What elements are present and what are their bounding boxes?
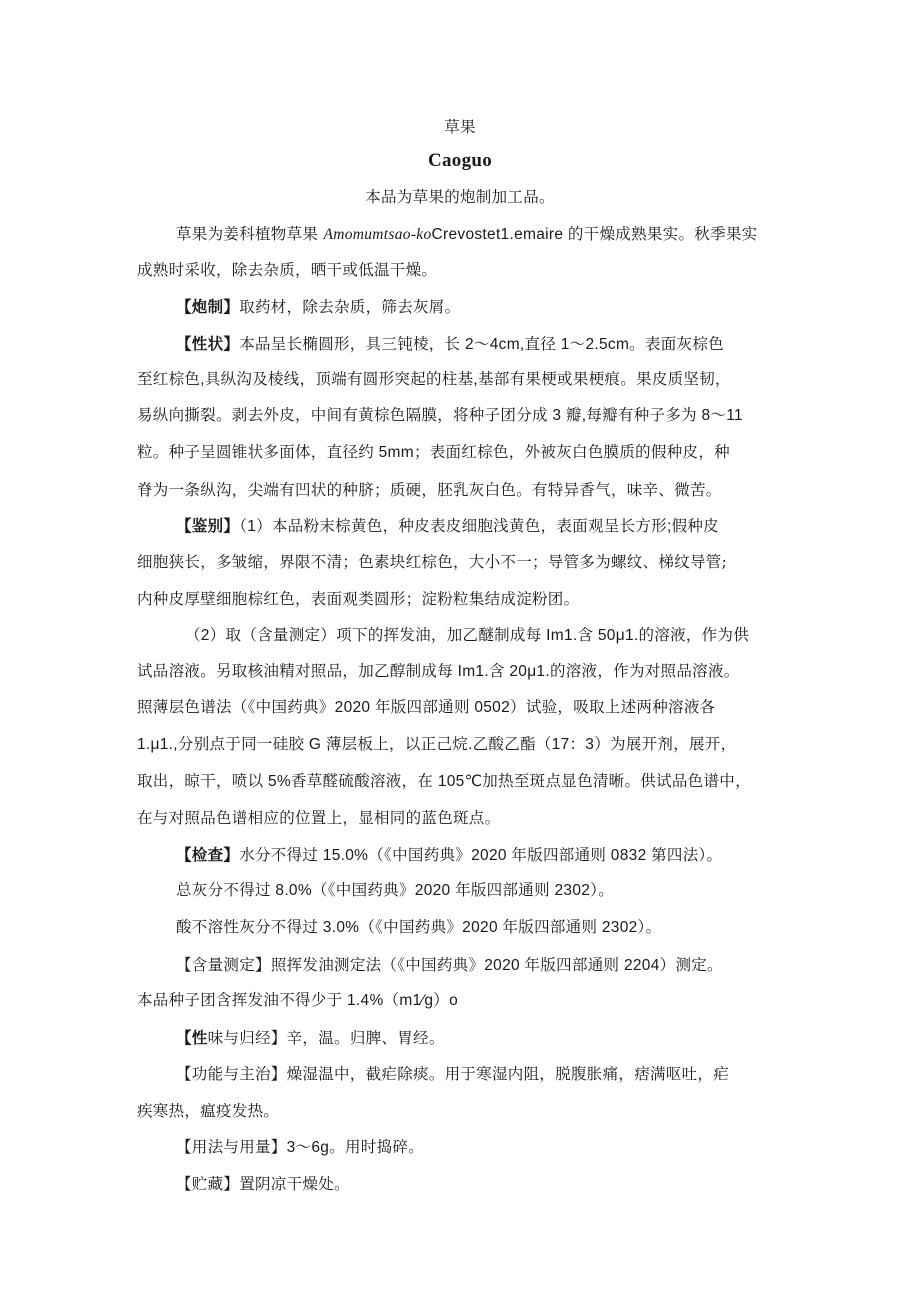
subtitle: 本品为草果的炮制加工品。 — [365, 188, 555, 206]
inspection-line-3: 酸不溶性灰分不得过 3.0%（《中国药典》2020 年版四部通则 2302）。 — [176, 919, 662, 936]
description-line-1: 【性状】本品呈长椭圆形，具三钝棱，长 2～4cm,直径 1～2.5cm。表面灰棕色 — [176, 336, 724, 353]
usage-section — [176, 1137, 424, 1158]
functions-heading: 【功能与主治】 — [176, 1065, 287, 1083]
identification-2-line-5: 取出，晾干，喷以 5%香草醛硫酸溶液，在 105℃加热至斑点显色清晰。供试品色谱中， — [137, 773, 751, 790]
origin-rest: Crevostet1.emaire 的干燥成熟果实。秋季果实 — [431, 226, 758, 243]
description-line-3: 易纵向撕裂。剥去外皮，中间有黄棕色隔膜，将种子团分成 3 瓣,每瓣有种子多为 8～11 — [137, 407, 743, 424]
inspection-line-1: 【检查】水分不得过 15.0%（《中国药典》2020 年版四部通则 0832 第四法）。 — [176, 847, 723, 864]
description-line-5: 脊为一条纵沟，尖端有凹状的种脐；质硬，胚乳灰白色。有特异香气，味辛、微苦。 — [137, 481, 722, 499]
identification-heading: 【鉴别】 — [176, 518, 240, 535]
usage-heading: 【用法与用量】 — [176, 1138, 287, 1156]
assay-line-2: 本品种子团含挥发油不得少于 1.4%（m1∕g）o — [137, 992, 458, 1009]
storage-text: 置阴凉干燥处。 — [239, 1175, 350, 1193]
nature-heading-bold: 【性 — [176, 1030, 208, 1047]
identification-line-2: 细胞狭长，多皱缩，界限不清；色素块红棕色，大小不一；导管多为螺纹、梯纹导管; — [137, 553, 728, 571]
identification-line-3: 内种皮厚壁细胞棕红色，表面观类圆形；淀粉粒集结成淀粉团。 — [137, 590, 580, 608]
storage-section — [176, 1174, 350, 1194]
functions-line-1: 【功能与主治】燥湿温中，截疟除痰。用于寒湿内阻，脱腹胀痛，痞满呕吐，疟 — [176, 1065, 730, 1083]
assay-heading: 【含量测定】 — [176, 956, 271, 974]
processing-heading: 【炮制】 — [176, 299, 240, 316]
identification-2-line-3: 照薄层色谱法（《中国药典》2020 年版四部通则 0502）试验，吸取上述两种溶液各 — [137, 699, 716, 716]
functions-line-2: 疾寒热，瘟疫发热。 — [137, 1102, 280, 1120]
origin-latin-name: Amomumtsao-ko — [323, 226, 432, 243]
usage-text: 3～6g。用时捣碎。 — [286, 1139, 424, 1156]
description-line-4: 粒。种子呈圆锥状多面体，直径约 5mm；表面红棕色，外被灰白色膜质的假种皮，种 — [137, 444, 730, 461]
title-chinese: 草果 — [444, 118, 476, 136]
identification-line-1: 【鉴别】（1）本品粉末棕黄色，种皮表皮细胞浅黄色，表面观呈长方形;假种皮 — [176, 518, 719, 535]
processing-text: 取药材，除去杂质，筛去灰屑。 — [239, 298, 461, 316]
origin-lead: 草果为姜科植物草果 — [176, 225, 324, 243]
identification-2-line-4: 1.μ1.,分别点于同一硅胶 G 薄层板上，以正己烷.乙酸乙酯（17：3）为展开剂，展开， — [137, 736, 737, 753]
nature-heading-rest: 味与归经】 — [207, 1029, 287, 1047]
description-heading: 【性状】 — [176, 336, 240, 353]
inspection-heading: 【检查】 — [176, 847, 240, 864]
inspection-line-2: 总灰分不得过 8.0%（《中国药典》2020 年版四部通则 2302）。 — [176, 882, 615, 899]
identification-2-line-6: 在与对照品色谱相应的位置上，显相同的蓝色斑点。 — [137, 809, 501, 827]
storage-heading: 【贮藏】 — [176, 1175, 240, 1193]
origin-line-1 — [176, 224, 757, 245]
identification-2-line-2: 试品溶液。另取核油精对照品，加乙醇制成每 Im1.含 20μ1.的溶液，作为对照品溶液。 — [137, 663, 740, 680]
assay-line-1: 【含量测定】照挥发油测定法（《中国药典》2020 年版四部通则 2204）测定。 — [176, 956, 723, 974]
description-line-2: 至红棕色,具纵沟及棱线，顶端有圆形突起的柱基,基部有果梗或果梗痕。果皮质坚韧， — [137, 371, 731, 388]
origin-line-2: 成熟时采收，除去杂质，晒干或低温干燥。 — [137, 261, 438, 279]
identification-2-line-1: （2）取（含量测定）项下的挥发油，加乙醚制成每 Im1.含 50μ1.的溶液，作为供 — [185, 627, 750, 644]
nature-text: 辛，温。归脾、胃经。 — [286, 1029, 445, 1047]
processing-section — [176, 297, 460, 318]
title-pinyin: Caoguo — [427, 150, 493, 171]
nature-section — [176, 1028, 445, 1049]
